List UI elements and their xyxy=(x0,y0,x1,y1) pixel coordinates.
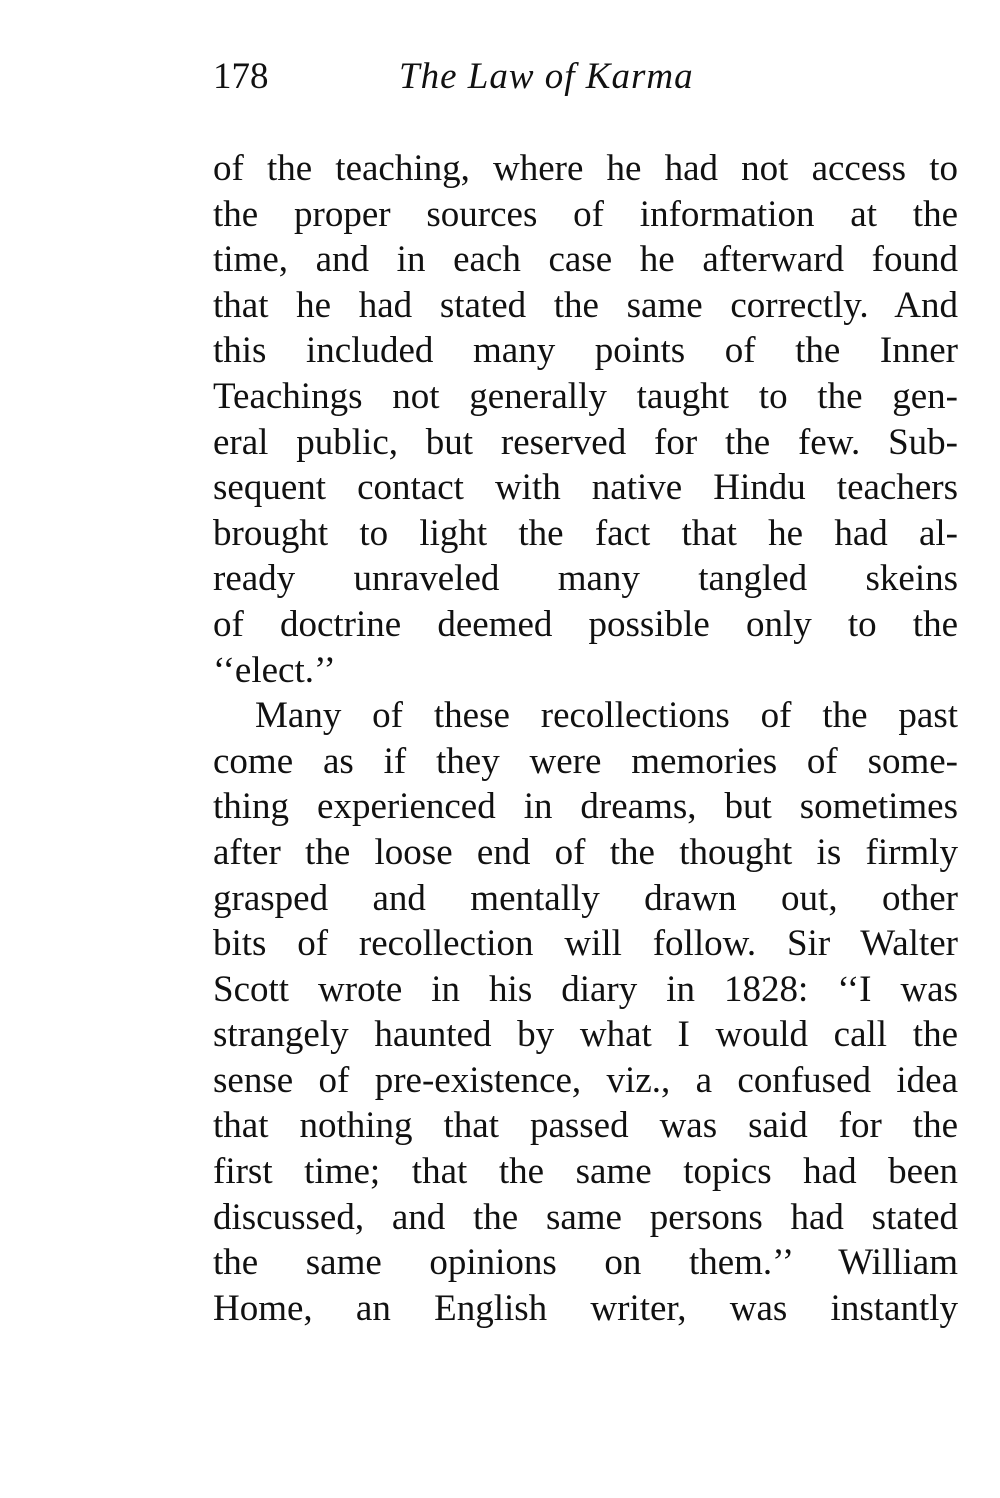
text-line: grasped and mentally drawn out, other xyxy=(213,877,958,919)
text-line: the proper sources of information at the xyxy=(213,193,958,235)
text-line: thing experienced in dreams, but sometimes xyxy=(213,786,958,828)
paragraph-2 xyxy=(213,693,958,1331)
text-line: first time; that the same topics had been xyxy=(213,1151,958,1193)
text-line: ready unraveled many tangled skeins xyxy=(213,558,958,600)
running-title: The Law of Karma xyxy=(399,56,694,97)
text-line: Teachings not generally taught to the gen- xyxy=(213,375,958,417)
text-line: sequent contact with native Hindu teachers xyxy=(213,467,958,509)
text-line: discussed, and the same persons had stated xyxy=(213,1196,958,1238)
text-line: Scott wrote in his diary in 1828: ‘‘I was xyxy=(213,968,958,1010)
text-line: strangely haunted by what I would call the xyxy=(213,1014,958,1056)
page-number: 178 xyxy=(213,56,269,97)
body-text xyxy=(213,146,958,1331)
text-line: sense of pre-existence, viz., a confused idea xyxy=(213,1059,958,1101)
paragraph-1 xyxy=(213,146,958,693)
text-line: bits of recollection will follow. Sir Walter xyxy=(213,923,958,965)
running-head xyxy=(213,52,958,102)
text-line: of doctrine deemed possible only to the xyxy=(213,603,958,645)
text-line: Many of these recollections of the past xyxy=(255,695,958,737)
text-line: ‘‘elect.’’ xyxy=(213,649,336,691)
text-line: brought to light the fact that he had al- xyxy=(213,512,958,554)
text-line: after the loose end of the thought is firmly xyxy=(213,831,958,873)
text-line: that nothing that passed was said for the xyxy=(213,1105,958,1147)
text-line: Home, an English writer, was instantly xyxy=(213,1287,958,1329)
text-line: the same opinions on them.’’ William xyxy=(213,1242,958,1284)
text-line: eral public, but reserved for the few. Sub- xyxy=(213,421,958,463)
text-line: come as if they were memories of some- xyxy=(213,740,958,782)
text-line: that he had stated the same correctly. And xyxy=(213,284,958,326)
text-line: of the teaching, where he had not access to xyxy=(213,148,958,189)
text-line: this included many points of the Inner xyxy=(213,330,958,372)
text-line: time, and in each case he afterward found xyxy=(213,239,958,281)
